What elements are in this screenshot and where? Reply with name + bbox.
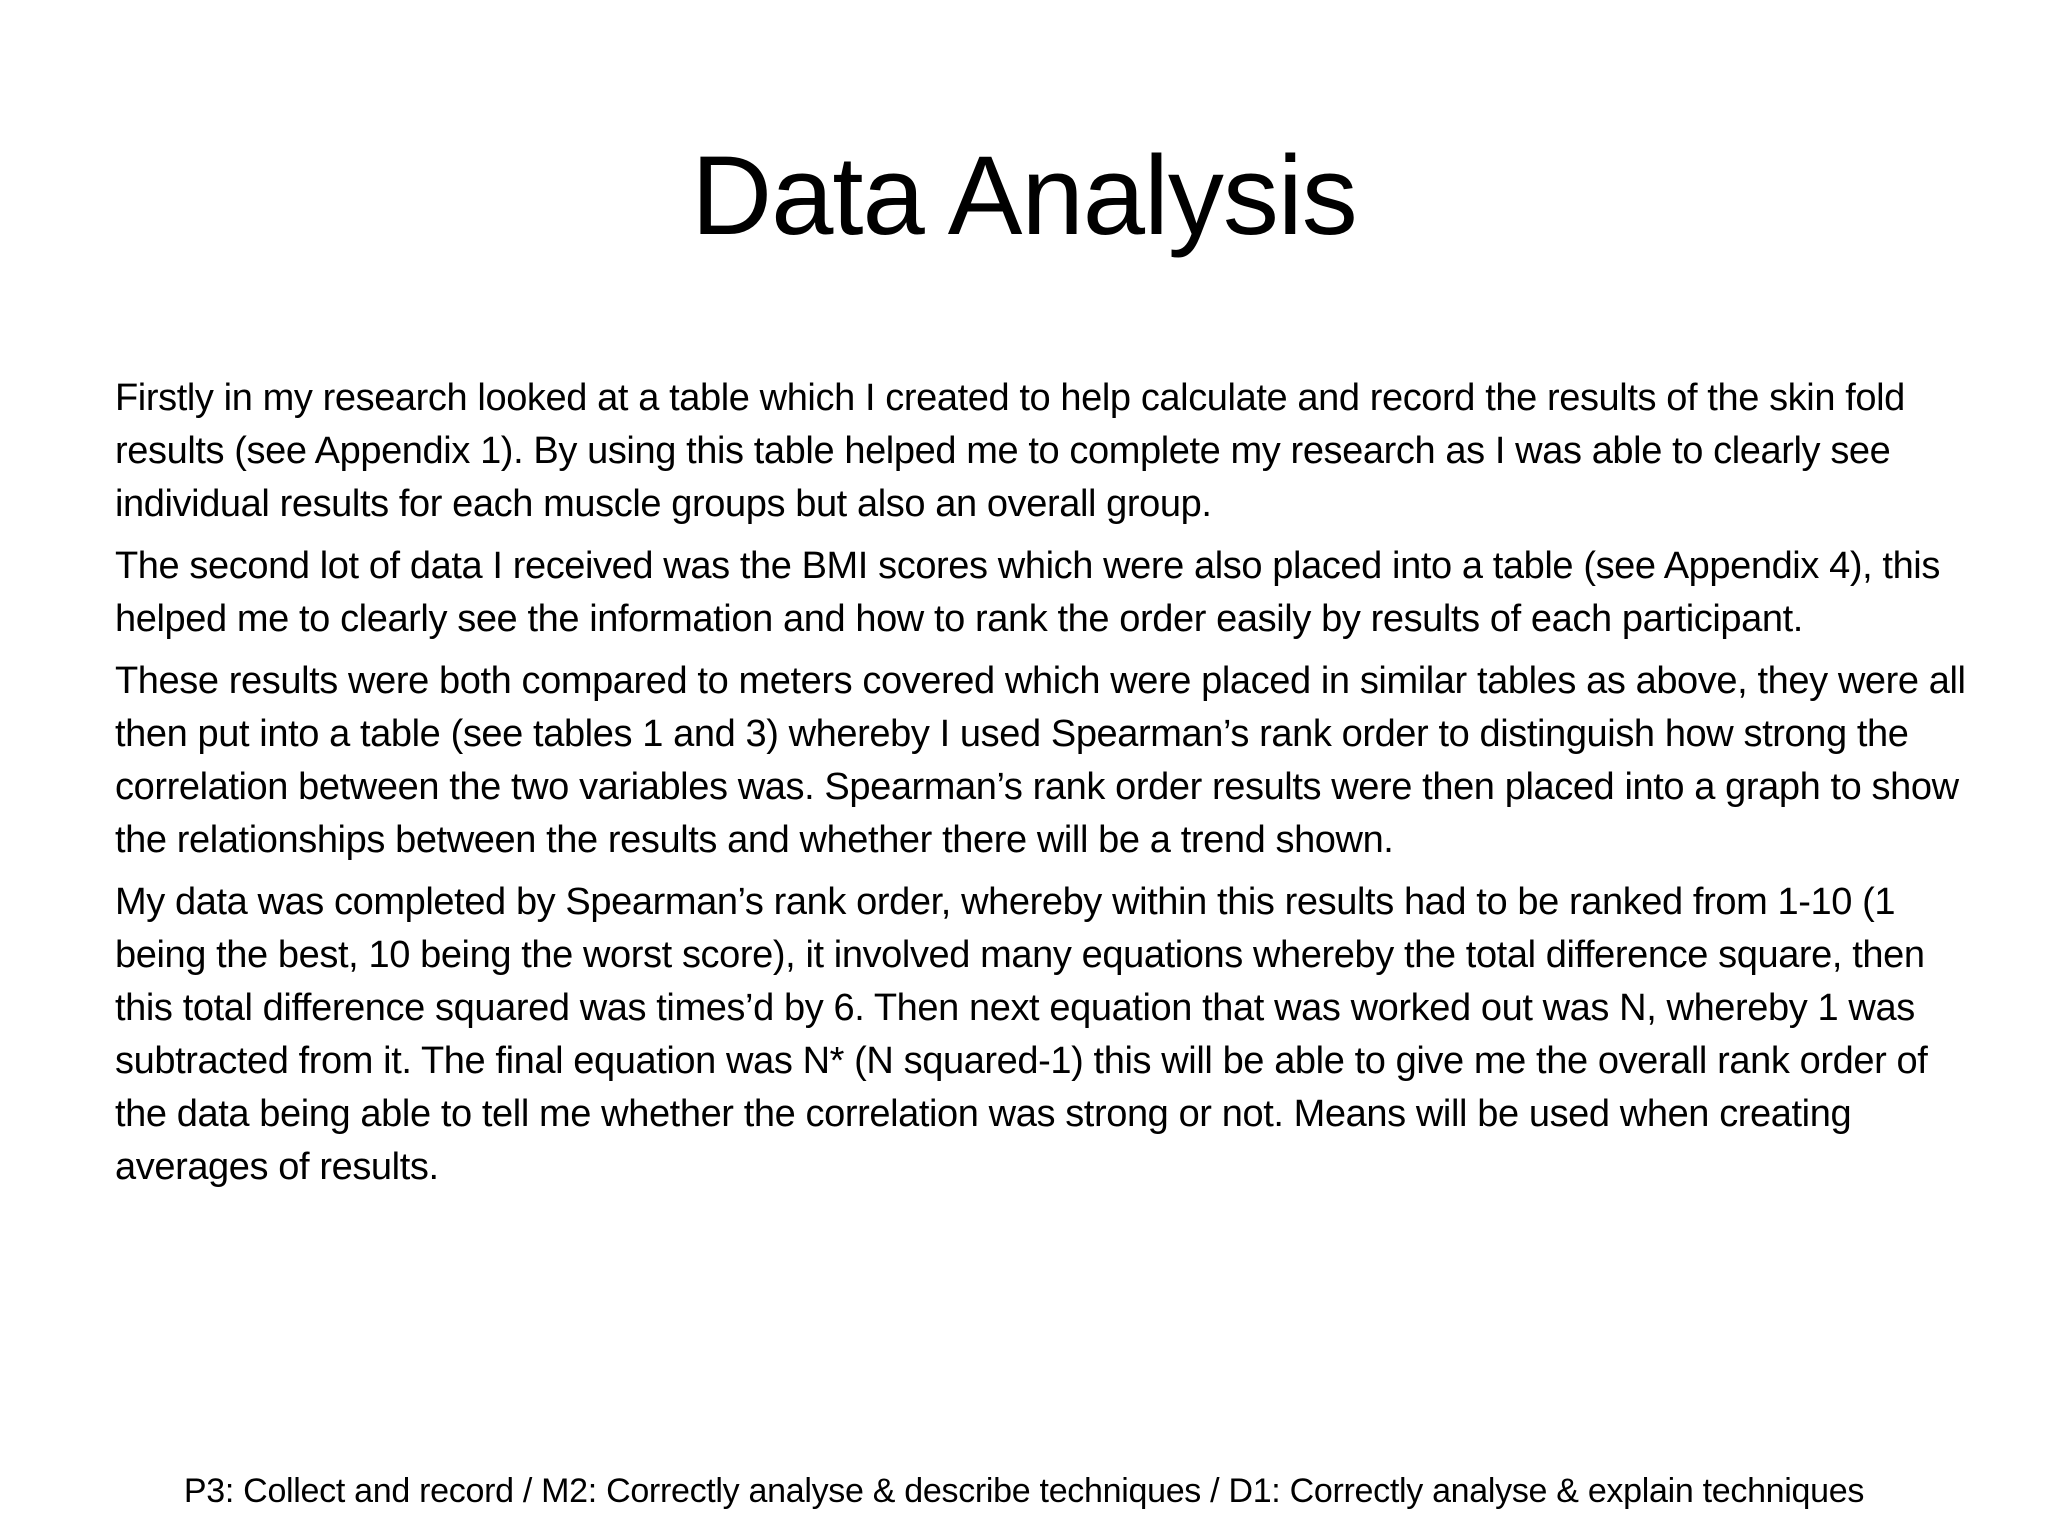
paragraph-bmi: The second lot of data I received was the BMI scores which were also placed into a table (see Appendix 4), this helped me to clearly see the information and how to rank the order easily by results of each participant. [115, 545, 1940, 640]
paragraph-comparison: These results were both compared to meters covered which were placed in similar tables as above, they were all then put into a table (see tables 1 and 3) whereby I used Spearman’s rank order to distinguish how strong the correlation between the two variables was. Spearman’s rank order results were then placed into a graph to show the relationships between the results and whether there will be a trend shown. [115, 660, 1966, 861]
slide-footer-criteria: P3: Collect and record / M2: Correctly analyse & describe techniques / D1: Correctly analyse & explain techniques [183, 1472, 1865, 1510]
slide-title: Data Analysis [691, 133, 1357, 258]
paragraph-skinfold: Firstly in my research looked at a table which I created to help calculate and record the results of the skin fold results (see Appendix 1). By using this table helped me to complete my research as I was able to clearly see individual results for each muscle groups but also an overall group. [115, 377, 1905, 525]
paragraph-spearman: My data was completed by Spearman’s rank order, whereby within this results had to be ranked from 1-10 (1 being the best, 10 being the worst score), it involved many equations whereby the total difference square, then this total difference squared was times’d by 6. Then next equation that was worked out was N, whereby 1 was subtracted from it. The final equation was N* (N squared-1) this will be able to give me the overall rank order of the data being able to tell me whether the correlation was strong or not. Means will be used when creating averages of results. [115, 881, 1928, 1188]
slide-body [115, 372, 1975, 1203]
